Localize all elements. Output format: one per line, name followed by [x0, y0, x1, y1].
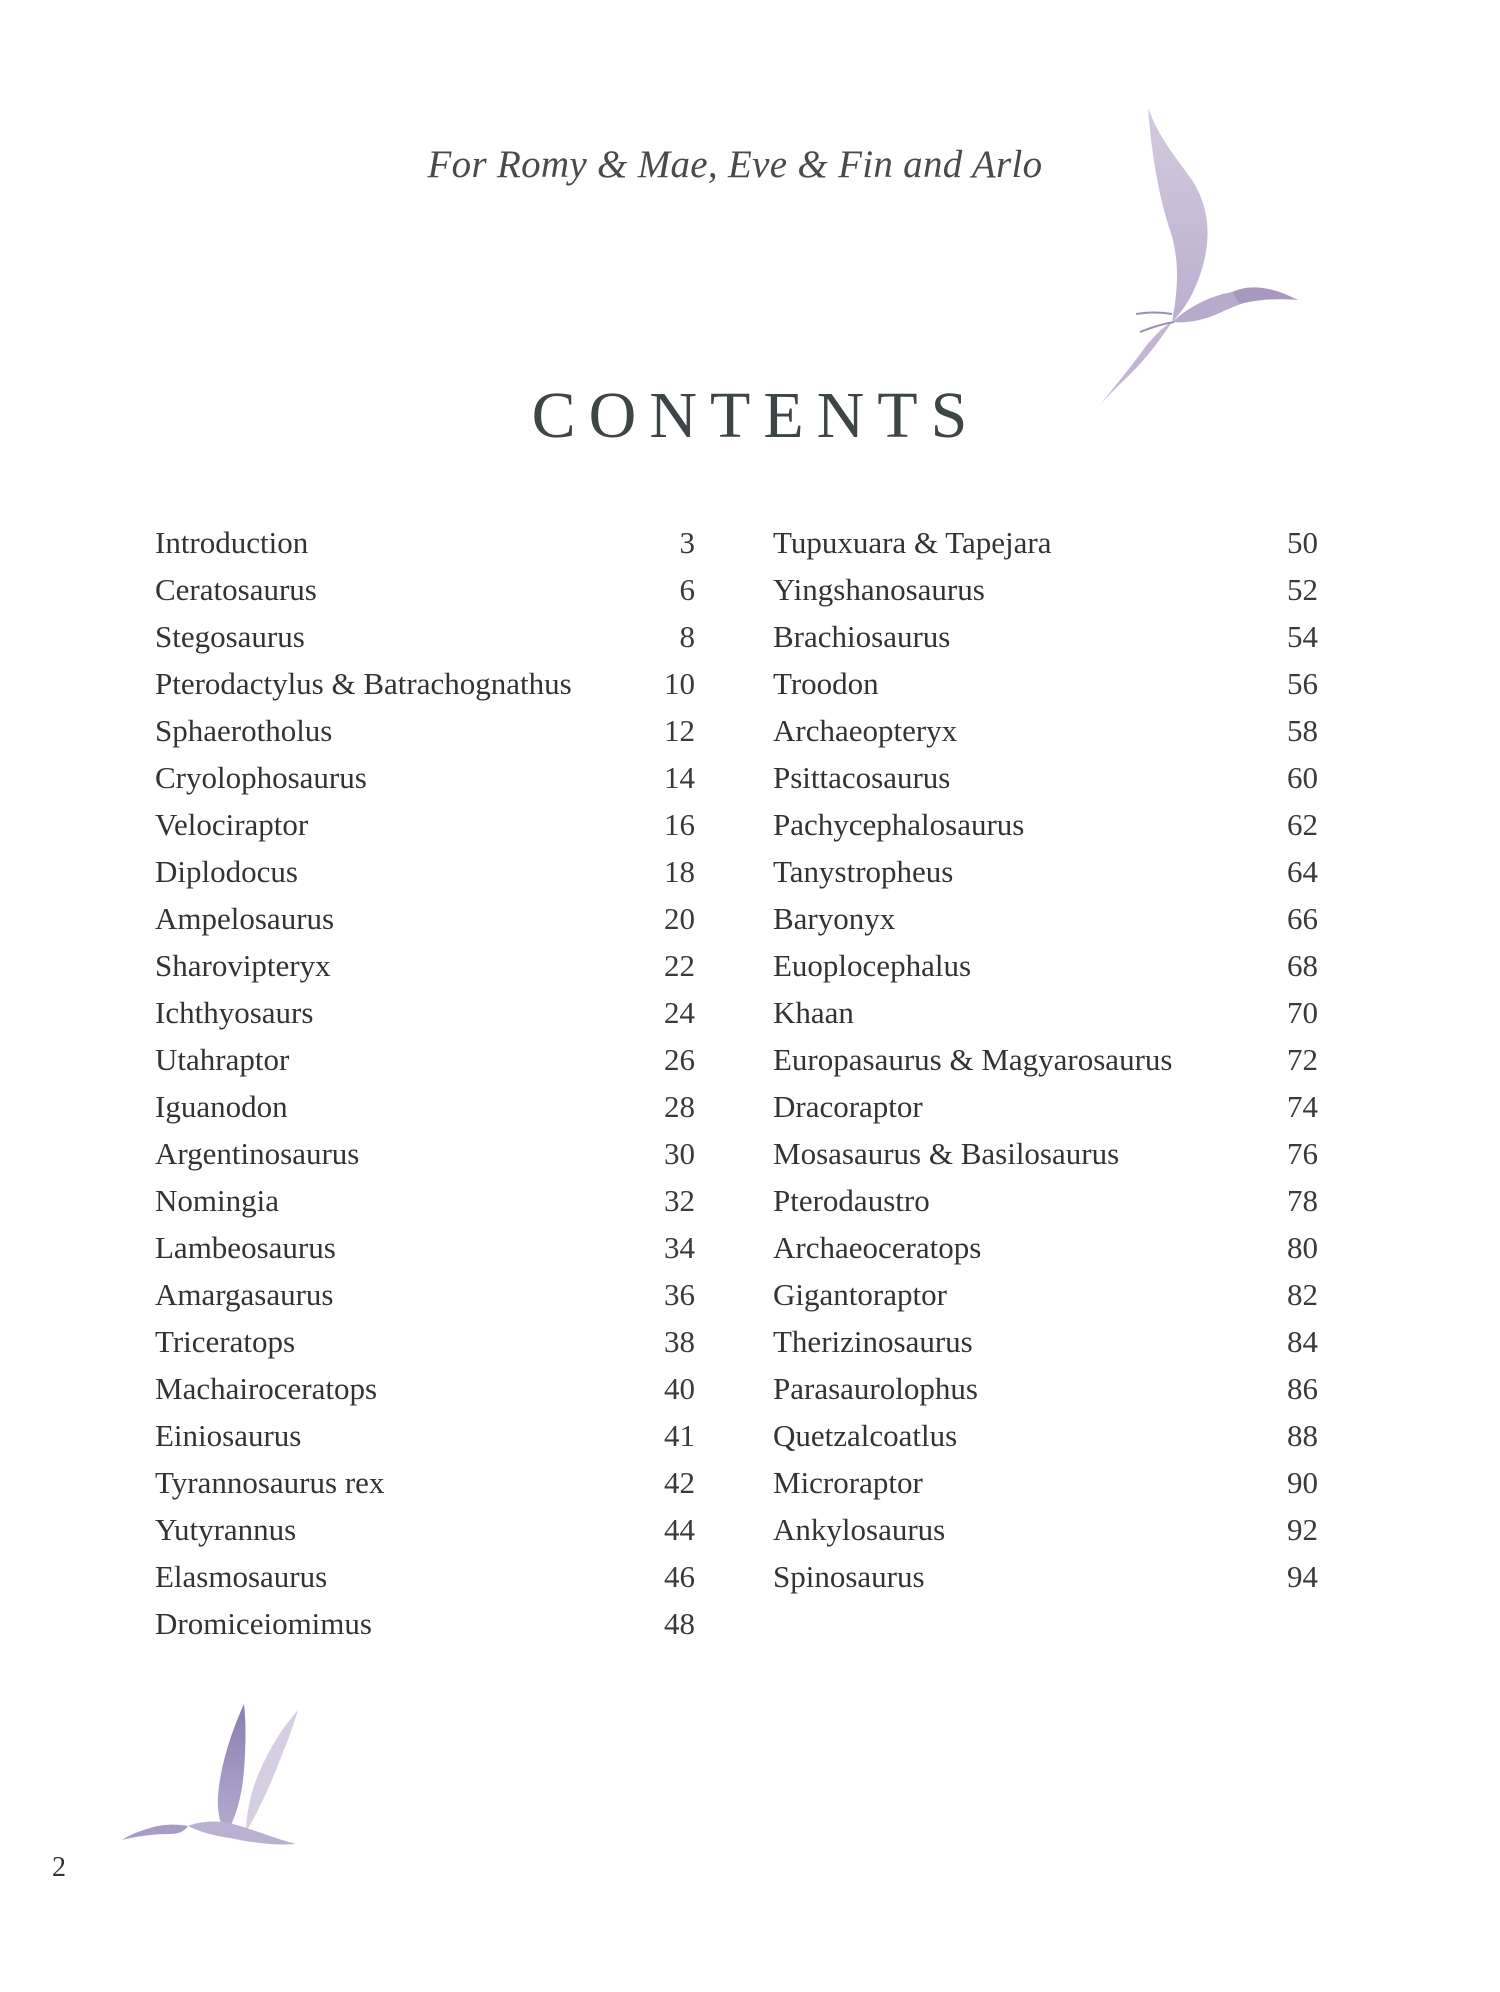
page-title: CONTENTS [531, 379, 981, 452]
toc-entry [773, 1512, 1318, 1559]
toc-entry-title: Velociraptor [155, 807, 309, 842]
toc-entry-title: Pterodaustro [773, 1183, 930, 1218]
toc-entry-page: 44 [664, 1512, 695, 1547]
toc-entry-page: 54 [1287, 619, 1318, 654]
toc-entry [155, 1324, 695, 1371]
toc-entry-title: Yutyrannus [155, 1512, 297, 1547]
toc-entry-page: 64 [1287, 854, 1318, 889]
toc-entry-page: 16 [664, 807, 695, 842]
toc-entry-title: Therizinosaurus [773, 1324, 973, 1359]
toc-right-column [773, 525, 1318, 1606]
toc-entry-title: Gigantoraptor [773, 1277, 947, 1312]
toc-entry-page: 14 [664, 760, 695, 795]
toc-entry-page: 20 [664, 901, 695, 936]
toc-entry-title: Einiosaurus [155, 1418, 302, 1453]
toc-entry [773, 948, 1318, 995]
toc-entry [155, 1042, 695, 1089]
toc-entry-page: 30 [664, 1136, 695, 1171]
toc-entry [155, 713, 695, 760]
toc-entry-page: 52 [1287, 572, 1318, 607]
toc-entry [155, 572, 695, 619]
toc-entry [773, 619, 1318, 666]
toc-entry-title: Triceratops [155, 1324, 296, 1359]
toc-entry-page: 26 [664, 1042, 695, 1077]
toc-entry-page: 38 [664, 1324, 695, 1359]
toc-entry [155, 1512, 695, 1559]
toc-entry [155, 525, 695, 572]
toc-entry [155, 995, 695, 1042]
toc-entry-page: 86 [1287, 1371, 1318, 1406]
toc-entry-title: Elasmosaurus [155, 1559, 328, 1594]
toc-entry-page: 90 [1287, 1465, 1318, 1500]
toc-entry [773, 666, 1318, 713]
toc-entry-page: 48 [664, 1606, 695, 1641]
toc-entry-page: 94 [1287, 1559, 1318, 1594]
toc-entry-page: 22 [664, 948, 695, 983]
toc-entry [773, 807, 1318, 854]
toc-entry-page: 10 [664, 666, 695, 701]
toc-entry-title: Troodon [773, 666, 879, 701]
toc-entry-title: Dracoraptor [773, 1089, 923, 1124]
toc-entry-title: Iguanodon [155, 1089, 288, 1124]
toc-entry [773, 1465, 1318, 1512]
toc-entry [773, 713, 1318, 760]
toc-entry-page: 76 [1287, 1136, 1318, 1171]
toc-entry-page: 80 [1287, 1230, 1318, 1265]
toc-entry [773, 572, 1318, 619]
toc-entry-title: Archaeopteryx [773, 713, 958, 748]
toc-entry [155, 1559, 695, 1606]
toc-entry [773, 525, 1318, 572]
toc-entry [155, 666, 695, 713]
toc-entry-title: Tyrannosaurus rex [155, 1465, 385, 1500]
toc-entry-page: 46 [664, 1559, 695, 1594]
toc-entry [773, 1371, 1318, 1418]
toc-entry [155, 760, 695, 807]
toc-entry-title: Argentinosaurus [155, 1136, 360, 1171]
toc-entry-title: Baryonyx [773, 901, 896, 936]
toc-entry-page: 84 [1287, 1324, 1318, 1359]
toc-entry-title: Spinosaurus [773, 1559, 925, 1594]
toc-entry-page: 72 [1287, 1042, 1318, 1077]
toc-entry-page: 88 [1287, 1418, 1318, 1453]
toc-entry [773, 1136, 1318, 1183]
toc-entry-page: 70 [1287, 995, 1318, 1030]
toc-entry-page: 8 [679, 619, 695, 654]
toc-entry [773, 1183, 1318, 1230]
toc-entry [773, 1042, 1318, 1089]
toc-entry-title: Europasaurus & Magyarosaurus [773, 1042, 1173, 1077]
toc-left-column [155, 525, 695, 1653]
toc-entry [155, 1465, 695, 1512]
toc-entry-title: Nomingia [155, 1183, 279, 1218]
toc-entry-title: Sphaerotholus [155, 713, 333, 748]
toc-entry-page: 6 [679, 572, 695, 607]
toc-entry-title: Pterodactylus & Batrachognathus [155, 666, 572, 701]
toc-entry-page: 74 [1287, 1089, 1318, 1124]
toc-entry-title: Euoplocephalus [773, 948, 972, 983]
pterosaur-illustration-bottom [120, 1700, 320, 1860]
toc-entry [773, 1418, 1318, 1465]
toc-entry-page: 82 [1287, 1277, 1318, 1312]
toc-entry-title: Utahraptor [155, 1042, 290, 1077]
pterosaur-illustration-top [1060, 100, 1320, 420]
toc-entry-title: Microraptor [773, 1465, 923, 1500]
toc-entry [155, 1418, 695, 1465]
toc-entry-title: Cryolophosaurus [155, 760, 367, 795]
toc-entry [155, 1183, 695, 1230]
toc-entry [773, 1559, 1318, 1606]
toc-entry [155, 854, 695, 901]
toc-entry [773, 1230, 1318, 1277]
toc-entry-page: 68 [1287, 948, 1318, 983]
toc-entry-page: 36 [664, 1277, 695, 1312]
toc-entry-title: Pachycephalosaurus [773, 807, 1025, 842]
page-number: 2 [52, 1852, 66, 1883]
toc-entry [773, 1089, 1318, 1136]
toc-entry-page: 62 [1287, 807, 1318, 842]
toc-entry-page: 34 [664, 1230, 695, 1265]
toc-entry [773, 760, 1318, 807]
dedication: For Romy & Mae, Eve & Fin and Arlo [427, 143, 1043, 186]
toc-entry-title: Ampelosaurus [155, 901, 335, 936]
toc-entry-title: Brachiosaurus [773, 619, 951, 654]
toc-entry-page: 32 [664, 1183, 695, 1218]
toc-entry-title: Sharovipteryx [155, 948, 331, 983]
toc-entry-title: Ichthyosaurs [155, 995, 314, 1030]
toc-entry [155, 1230, 695, 1277]
toc-entry [155, 1089, 695, 1136]
toc-entry-page: 92 [1287, 1512, 1318, 1547]
toc-entry [155, 901, 695, 948]
toc-entry [155, 1606, 695, 1653]
toc-entry-page: 18 [664, 854, 695, 889]
toc-entry-title: Introduction [155, 525, 309, 560]
toc-entry-page: 42 [664, 1465, 695, 1500]
toc-entry [155, 1371, 695, 1418]
toc-entry-title: Quetzalcoatlus [773, 1418, 958, 1453]
toc-entry-title: Lambeosaurus [155, 1230, 336, 1265]
toc-entry-page: 66 [1287, 901, 1318, 936]
toc-entry [155, 619, 695, 666]
toc-entry-title: Ankylosaurus [773, 1512, 946, 1547]
toc-entry-page: 58 [1287, 713, 1318, 748]
toc-entry-title: Parasaurolophus [773, 1371, 978, 1406]
toc-entry-title: Amargasaurus [155, 1277, 334, 1312]
toc-entry-page: 3 [679, 525, 695, 560]
toc-entry [773, 854, 1318, 901]
toc-entry-title: Yingshanosaurus [773, 572, 985, 607]
toc-entry [773, 995, 1318, 1042]
toc-entry-title: Tanystropheus [773, 854, 954, 889]
toc-entry-page: 12 [664, 713, 695, 748]
toc-entry-page: 78 [1287, 1183, 1318, 1218]
toc-entry [155, 1136, 695, 1183]
toc-entry-page: 40 [664, 1371, 695, 1406]
toc-entry-title: Tupuxuara & Tapejara [773, 525, 1052, 560]
toc-entry [773, 1324, 1318, 1371]
toc-entry-page: 56 [1287, 666, 1318, 701]
toc-entry [155, 1277, 695, 1324]
toc-entry-title: Mosasaurus & Basilosaurus [773, 1136, 1120, 1171]
toc-entry-title: Psittacosaurus [773, 760, 951, 795]
toc-entry-page: 28 [664, 1089, 695, 1124]
toc-entry-title: Stegosaurus [155, 619, 305, 654]
toc-entry-page: 24 [664, 995, 695, 1030]
toc-entry-title: Diplodocus [155, 854, 298, 889]
toc-entry-page: 41 [664, 1418, 695, 1453]
toc-entry [773, 1277, 1318, 1324]
toc-entry-title: Machairoceratops [155, 1371, 378, 1406]
toc-entry-title: Dromiceiomimus [155, 1606, 372, 1641]
toc-entry [155, 948, 695, 995]
toc-entry-page: 50 [1287, 525, 1318, 560]
toc-entry-page: 60 [1287, 760, 1318, 795]
toc-entry-title: Archaeoceratops [773, 1230, 982, 1265]
toc-entry-title: Ceratosaurus [155, 572, 317, 607]
toc-entry [773, 901, 1318, 948]
toc-entry-title: Khaan [773, 995, 854, 1030]
toc-entry [155, 807, 695, 854]
